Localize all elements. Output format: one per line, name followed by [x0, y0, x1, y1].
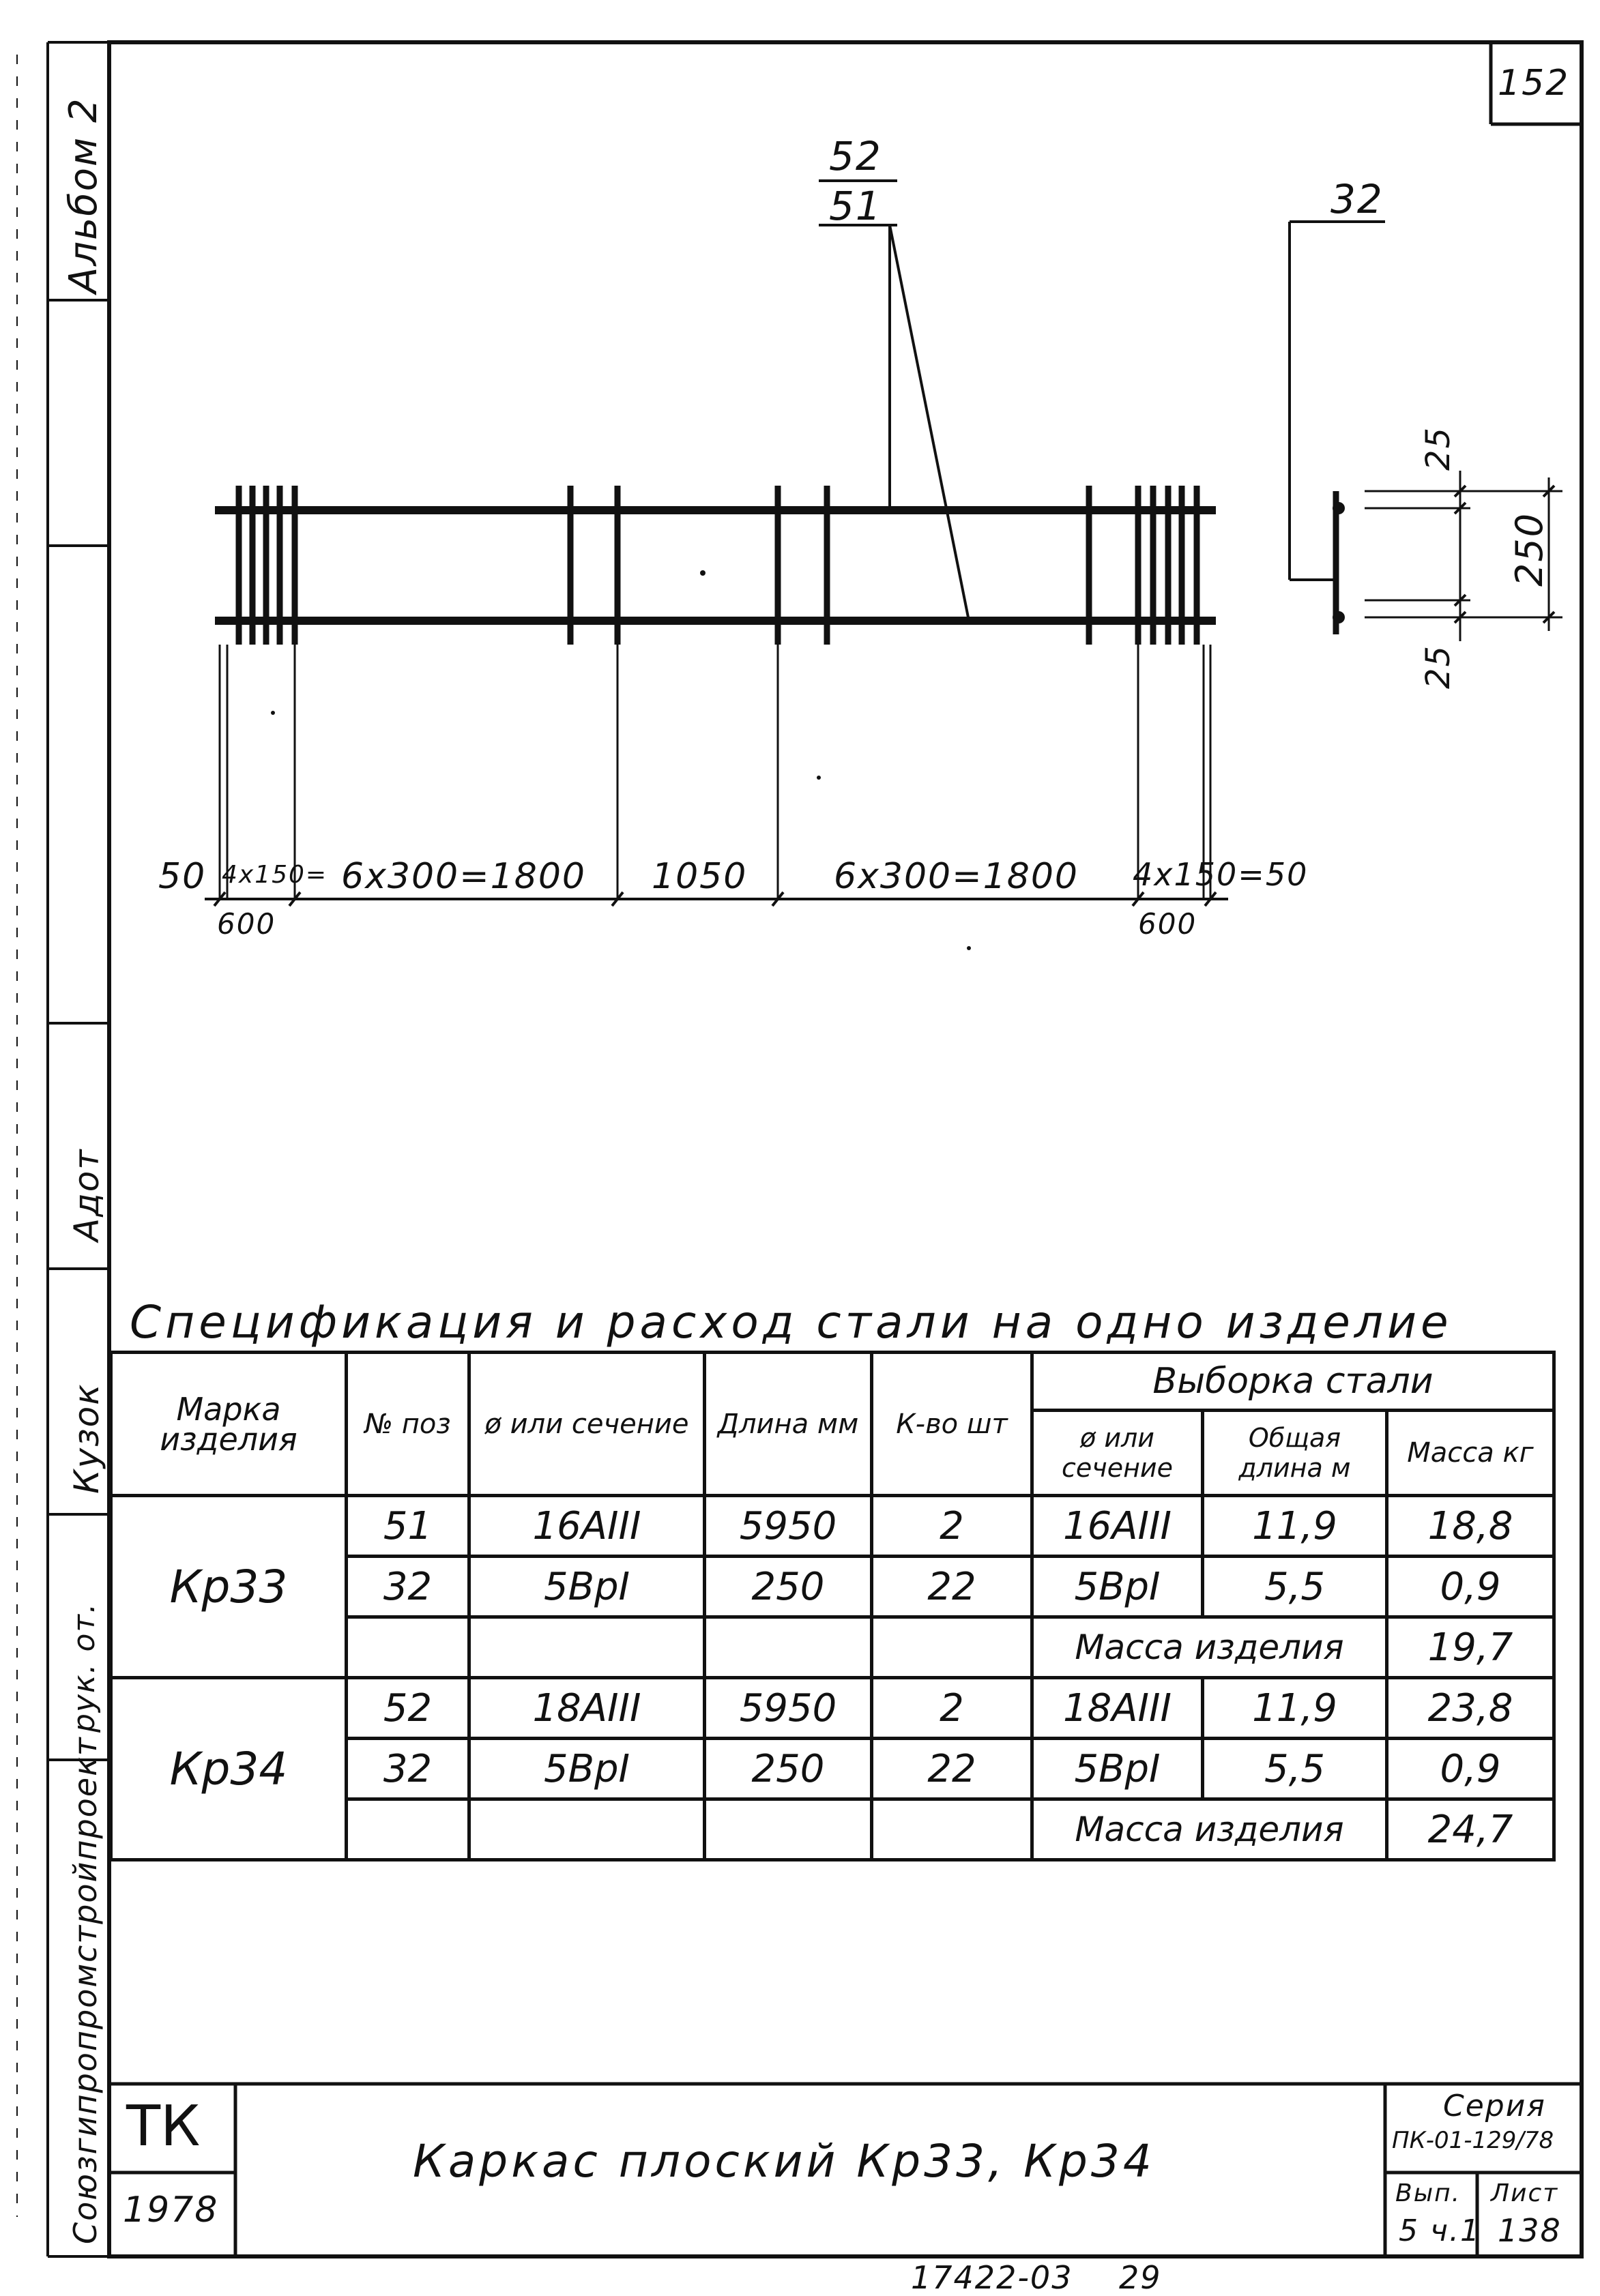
- cell-qty: 22: [872, 1557, 1032, 1617]
- cell-sel-length: 11,9: [1203, 1678, 1387, 1739]
- signature-2: Кузок: [67, 1383, 106, 1494]
- cell-qty: 2: [872, 1678, 1032, 1739]
- title-name: Каркас плоский Кр33, Кр34: [413, 2135, 1155, 2188]
- album-label: Альбом 2: [61, 97, 106, 293]
- issue-label: Вып.: [1395, 2179, 1461, 2207]
- dim-6x300-right: 6x300=1800: [834, 856, 1079, 897]
- leader-label-52: 52: [829, 133, 882, 179]
- dim-600-left: 600: [217, 907, 276, 941]
- cell-length: 5950: [705, 1678, 872, 1739]
- empty-cell: [705, 1799, 872, 1860]
- header-length: Длина мм: [705, 1353, 872, 1496]
- empty-cell: [469, 1617, 705, 1678]
- dim-right-bottom: 25: [1419, 644, 1457, 689]
- cell-dia: 16AIII: [469, 1496, 705, 1557]
- product-mass: 24,7: [1387, 1799, 1554, 1860]
- cell-qty: 2: [872, 1496, 1032, 1557]
- cell-dia: 5BpI: [469, 1557, 705, 1617]
- dim-6x300-left: 6x300=1800: [341, 856, 587, 897]
- cell-sel-length: 11,9: [1203, 1496, 1387, 1557]
- title-year: 1978: [123, 2190, 219, 2231]
- title-code: ТК: [126, 2094, 201, 2159]
- sheet-in-series: 138: [1498, 2212, 1562, 2249]
- signature-3: рук. от.: [67, 1602, 102, 1733]
- header-pos: № поз: [347, 1353, 469, 1496]
- issue-number: 5 ч.1: [1399, 2213, 1481, 2248]
- signature-1: Адот: [67, 1148, 106, 1241]
- dim-4x150-right: 4x150=50: [1133, 856, 1309, 893]
- cell-sel-mass: 18,8: [1387, 1496, 1554, 1557]
- cell-sel-dia: 16AIII: [1032, 1496, 1203, 1557]
- header-dia: ø или сечение: [469, 1353, 705, 1496]
- cell-sel-dia: 5BpI: [1032, 1739, 1203, 1799]
- cell-sel-length: 5,5: [1203, 1557, 1387, 1617]
- cell-sel-mass: 0,9: [1387, 1557, 1554, 1617]
- spec-title: Спецификация и расход стали на одно изделие: [130, 1296, 1453, 1349]
- cell-sel-dia: 18AIII: [1032, 1678, 1203, 1739]
- dim-50-left: 50: [158, 856, 207, 897]
- dim-1050: 1050: [652, 856, 748, 897]
- organization-label: Союзгипропромстройпроект: [67, 1736, 104, 2244]
- sheet-number: 152: [1498, 63, 1570, 104]
- cell-pos: 52: [347, 1678, 469, 1739]
- cell-qty: 22: [872, 1739, 1032, 1799]
- cell-pos: 51: [347, 1496, 469, 1557]
- dim-4x150-left: 4x150=: [222, 861, 328, 889]
- table-row: [111, 1496, 1554, 1557]
- header-sel-length: Общая длина м: [1203, 1411, 1387, 1496]
- cell-pos: 32: [347, 1739, 469, 1799]
- empty-cell: [347, 1799, 469, 1860]
- cell-length: 250: [705, 1557, 872, 1617]
- page-number: 29: [1119, 2259, 1162, 2296]
- dim-right-top: 25: [1419, 426, 1457, 471]
- dim-600-right: 600: [1138, 907, 1197, 941]
- series-label: Серия: [1443, 2089, 1546, 2123]
- mass-label: Масса изделия: [1032, 1617, 1387, 1678]
- cell-dia: 5BpI: [469, 1739, 705, 1799]
- table-row: [111, 1678, 1554, 1739]
- empty-cell: [347, 1617, 469, 1678]
- header-sel-mass: Масса кг: [1387, 1411, 1554, 1496]
- section-leader-label: 32: [1330, 176, 1384, 222]
- cell-length: 5950: [705, 1496, 872, 1557]
- mark-kr33: Кр33: [111, 1496, 347, 1678]
- cell-pos: 32: [347, 1557, 469, 1617]
- header-selection: Выборка стали: [1032, 1353, 1554, 1411]
- leader-label-51: 51: [829, 183, 882, 229]
- sheet-label: Лист: [1491, 2179, 1559, 2207]
- spec-table: [109, 1351, 1556, 1861]
- cell-sel-length: 5,5: [1203, 1739, 1387, 1799]
- mass-label: Масса изделия: [1032, 1799, 1387, 1860]
- cell-dia: 18AIII: [469, 1678, 705, 1739]
- empty-cell: [872, 1617, 1032, 1678]
- header-mark: Марка изделия: [111, 1353, 347, 1496]
- series-number: ПК-01-129/78: [1392, 2127, 1554, 2154]
- empty-cell: [469, 1799, 705, 1860]
- spec-header-row-1: [111, 1353, 1554, 1411]
- product-mass: 19,7: [1387, 1617, 1554, 1678]
- dim-right-total: 250: [1508, 512, 1551, 587]
- cell-sel-dia: 5BpI: [1032, 1557, 1203, 1617]
- empty-cell: [872, 1799, 1032, 1860]
- header-sel-dia: ø или сечение: [1032, 1411, 1203, 1496]
- order-number: 17422-03: [911, 2259, 1073, 2296]
- cell-length: 250: [705, 1739, 872, 1799]
- header-qty: К-во шт: [872, 1353, 1032, 1496]
- empty-cell: [705, 1617, 872, 1678]
- cell-sel-mass: 23,8: [1387, 1678, 1554, 1739]
- mark-kr34: Кр34: [111, 1678, 347, 1860]
- cell-sel-mass: 0,9: [1387, 1739, 1554, 1799]
